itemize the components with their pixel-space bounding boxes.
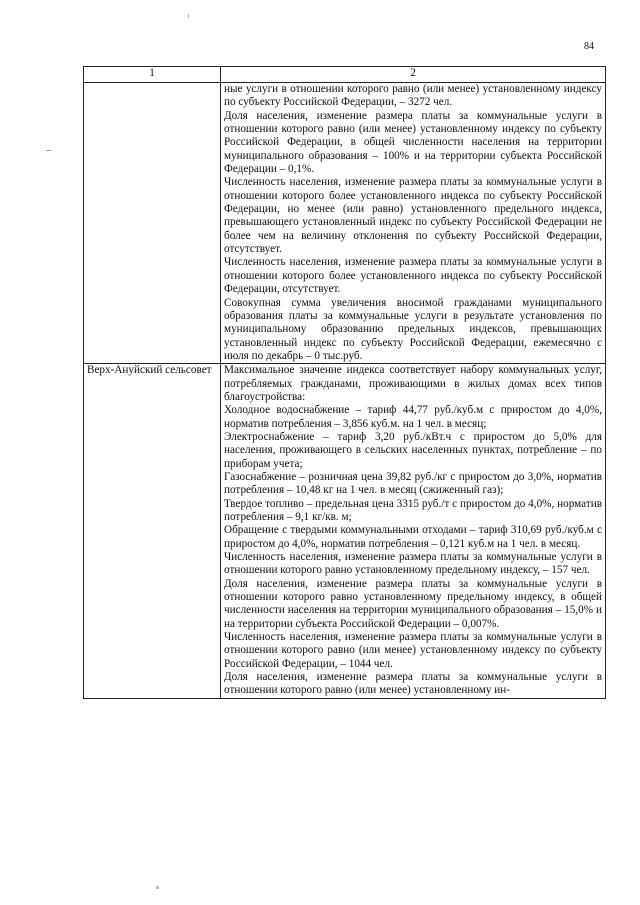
- table-header-row: [84, 67, 606, 83]
- paragraph: Совокупная сумма увеличения вносимой гражданами муниципального образования платы за коммунальные услуги в результате установления по муниципальному образованию предельных индексов, превышающих установленный индекс по субъекту Российской Федерации, ежемесячно с июля по декабрь – 0 тыс.руб.: [224, 296, 602, 362]
- paragraph: Обращение с твердыми коммунальными отходами – тариф 310,69 руб./куб.м с приростом до 4,0%, норматив потребления – 0,121 куб.м на 1 чел. в месяц.: [224, 524, 602, 550]
- paragraph: Численность населения, изменение размера платы за коммунальные услуги в отношении которого равно (или менее) установленному индексу по субъекту Российской Федерации, – 1044 чел.: [224, 631, 602, 670]
- paragraph: Численность населения, изменение размера платы за коммунальные услуги в отношении которого более установленного индекса по субъекту Российской Федерации, отсутствует.: [224, 256, 602, 296]
- paragraph: Доля населения, изменение размера платы за коммунальные услуги в отношении которого равно (или менее) установленному ин-: [224, 671, 602, 697]
- paragraph: Доля населения, изменение размера платы за коммунальные услуги в отношении которого равно установленному предельному индексу, в общей численности населения на территории муниципального образования – 15,0% и на территории субъекта Российской Федерации – 0,007%.: [224, 577, 602, 630]
- municipality-name-cell: [84, 83, 221, 364]
- scan-speck: [46, 150, 51, 151]
- description-cell: [221, 83, 606, 364]
- paragraph: Максимальное значение индекса соответствует набору коммунальных услуг, потребляемых гражданами, проживающими в жилых домах всех типов благоустройства:: [224, 364, 602, 403]
- document-table: [83, 66, 606, 699]
- column-header-1: 1: [84, 67, 221, 83]
- paragraph: Газоснабжение – розничная цена 39,82 руб./кг с приростом до 3,0%, норматив потребления – 10,48 кг на 1 чел. в месяц (сжиженный газ);: [224, 470, 602, 497]
- paragraph: Доля населения, изменение размера платы за коммунальные услуги в отношении которого равно (или менее) установленному индексу по субъекту Российской Федерации, в общей численности населения на территории муниципального образования – 100% и на территории субъекта Российской Федерации – 0,1%.: [224, 109, 602, 176]
- scan-speck: [156, 886, 159, 889]
- table-row: [84, 83, 606, 364]
- paragraph: Численность населения, изменение размера платы за коммунальные услуги в отношении которого более установленного индекса по субъекту Российской Федерации, но менее (или равно) установленного предельного индекса, превышающего установленный индекс по субъекту Российской Федерации не более чем на величину отклонения по субъекту Российской Федерации, отсутствует.: [224, 176, 602, 256]
- table-row: [84, 364, 606, 699]
- paragraph: Электроснабжение – тариф 3,20 руб./кВт.ч с приростом до 5,0% для населения, проживающего в сельских населенных пунктах, потребление – по приборам учета;: [224, 430, 602, 470]
- paragraph: Численность населения, изменение размера платы за коммунальные услуги в отношении которого равно установленному предельному индексу, – 157 чел.: [224, 551, 602, 577]
- column-header-2: 2: [221, 67, 606, 83]
- paragraph: Холодное водоснабжение – тариф 44,77 руб./куб.м с приростом до 4,0%, норматив потребления – 3,856 куб.м. на 1 чел. в месяц;: [224, 404, 602, 430]
- paragraph: ные услуги в отношении которого равно (или менее) установленному индексу по субъекту Российской Федерации, – 3272 чел.: [224, 83, 602, 109]
- paragraph: Твердое топливо – предельная цена 3315 руб./т с приростом до 4,0%, норматив потребления – 9,1 кг/кв. м;: [224, 497, 602, 523]
- municipality-name-cell: Верх-Ануйский сельсовет: [84, 364, 221, 699]
- scan-speck: [188, 14, 189, 18]
- description-cell: [221, 364, 606, 699]
- page-number: 84: [584, 41, 594, 52]
